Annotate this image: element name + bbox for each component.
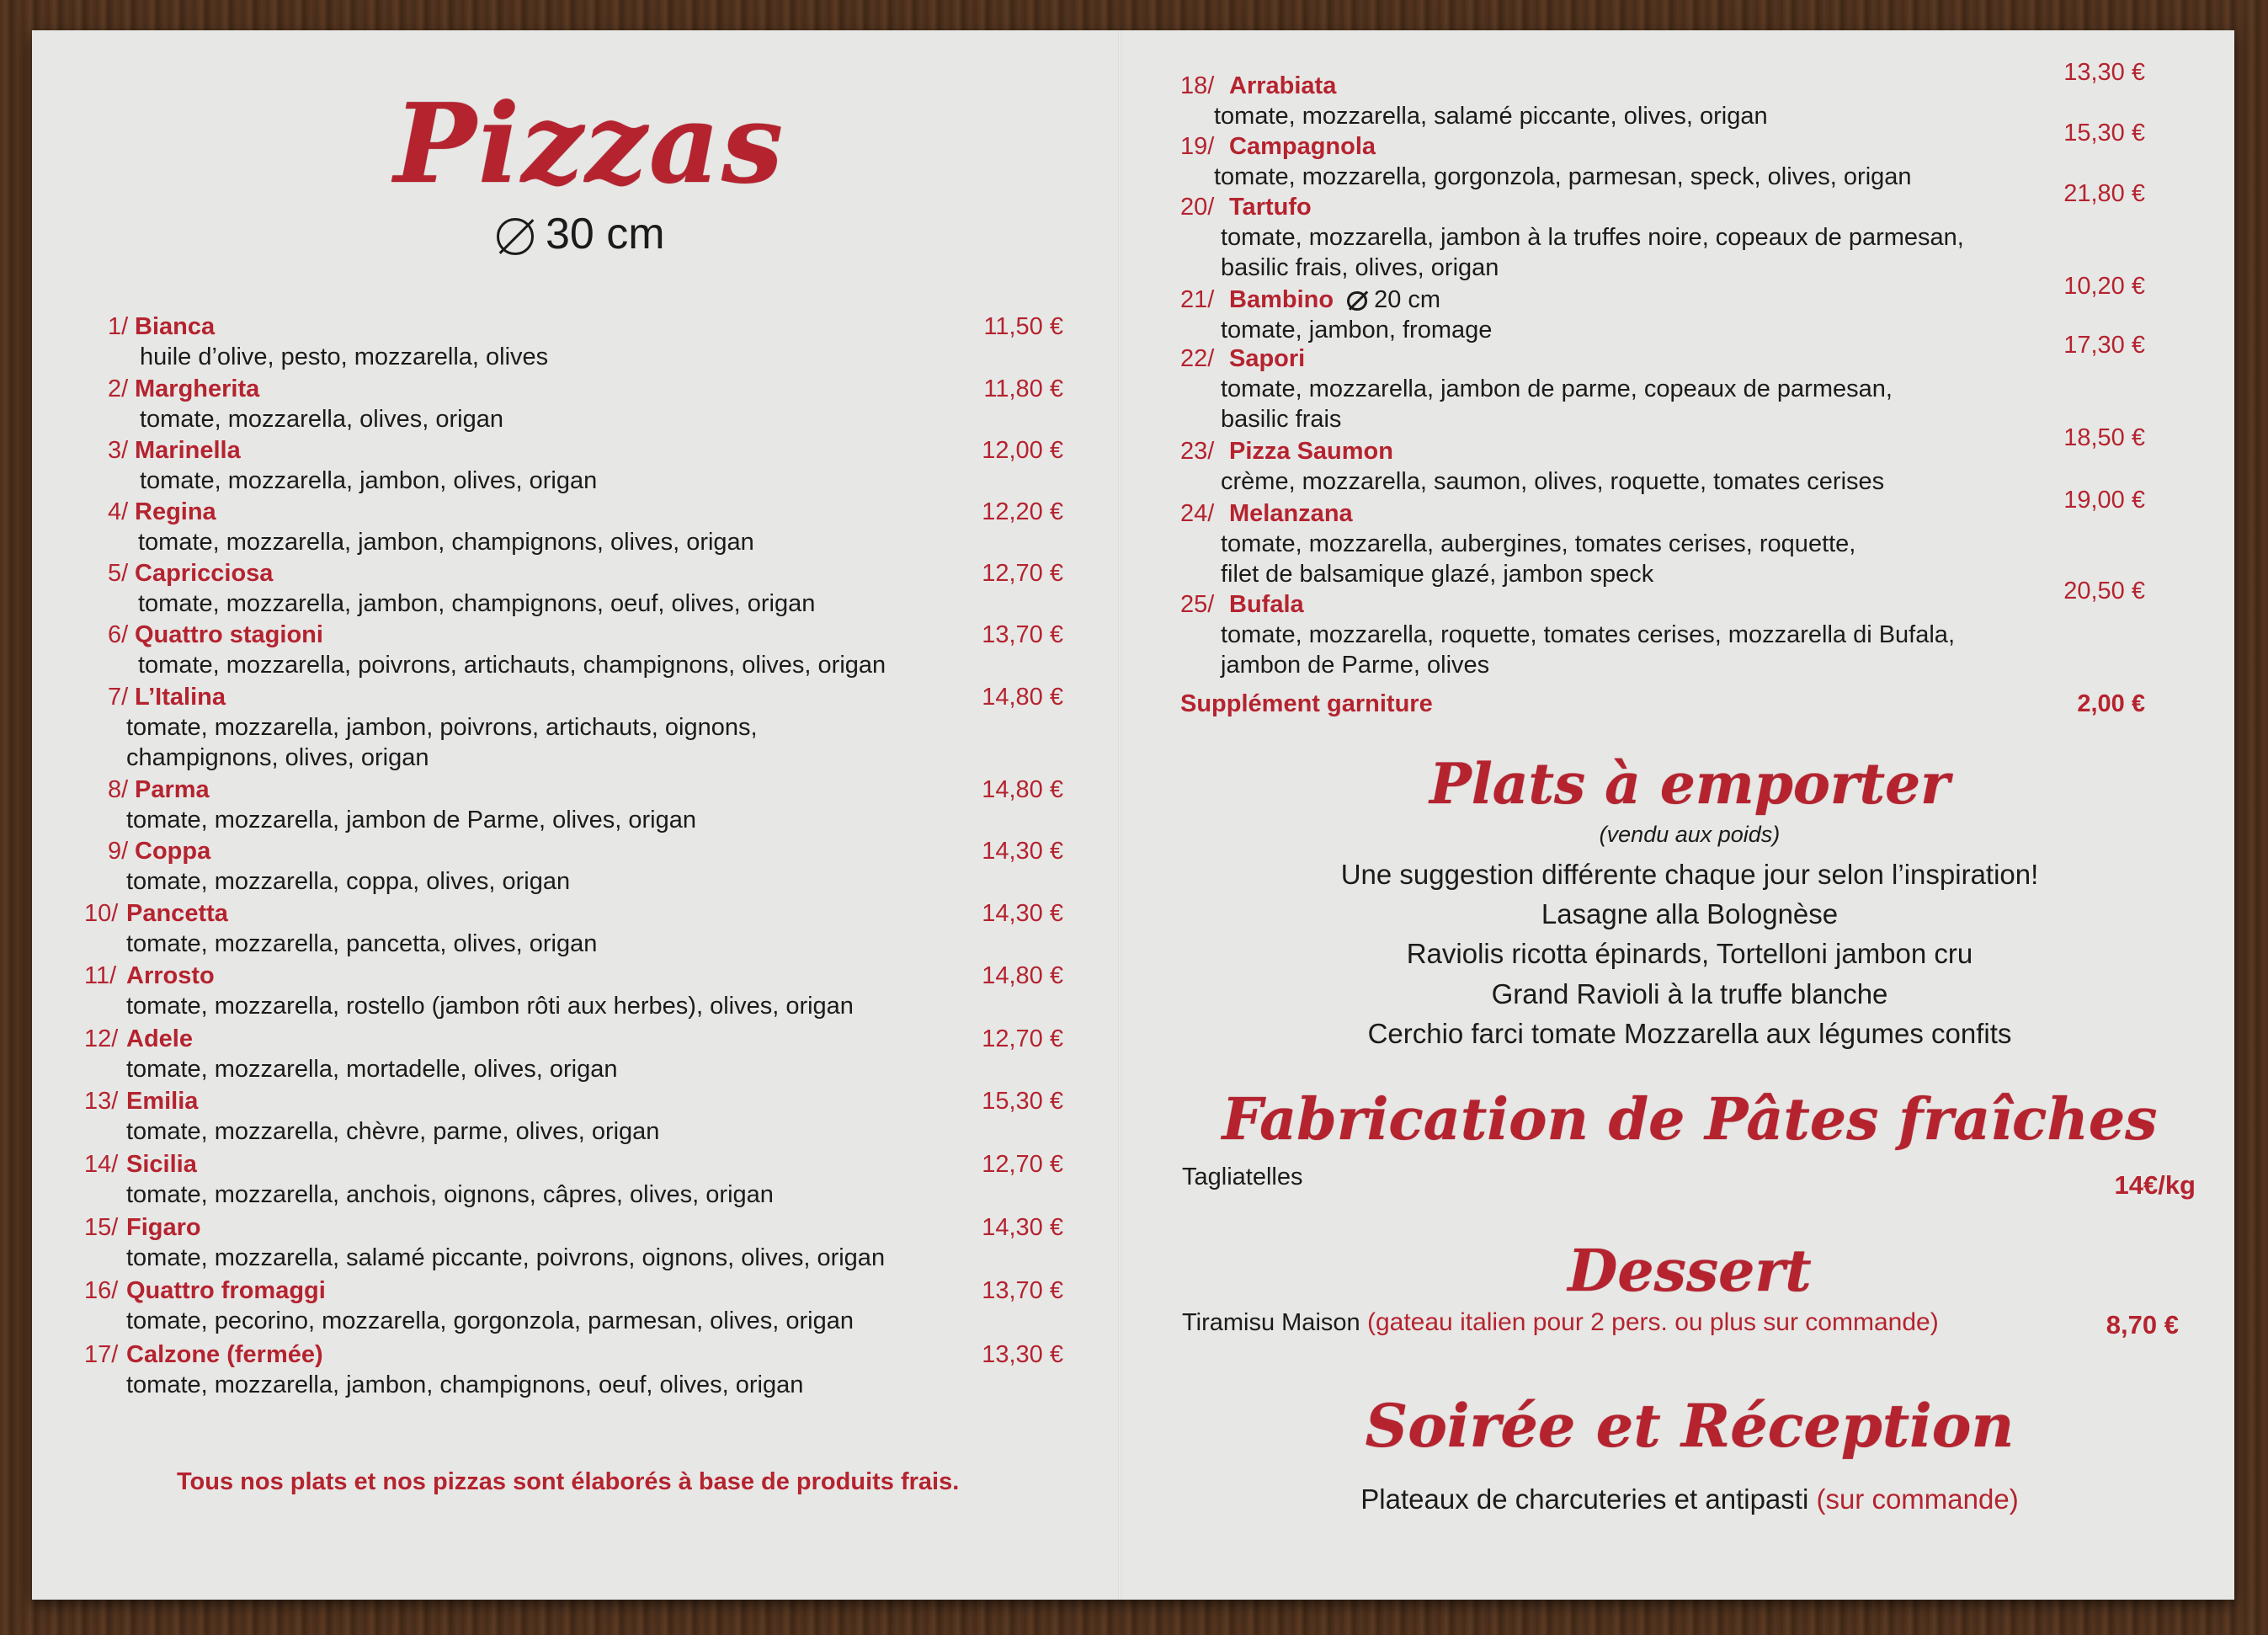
pizza-ingredients: champignons, olives, origan (126, 744, 429, 771)
pizza-name-text: Melanzana (1229, 500, 1353, 527)
pizza-ingredients: tomate, mozzarella, pancetta, olives, origan (126, 930, 598, 957)
pizza-number: 2/ (108, 375, 129, 402)
pizza-name-text: Quattro fromaggi (126, 1277, 326, 1304)
pizza-size-small (1345, 286, 1440, 313)
pizza-name (135, 560, 273, 588)
pizza-ingredients: tomate, mozzarella, gorgonzola, parmesan, speck, olives, origan (1214, 163, 1912, 190)
pizza-size-label: 30 cm (546, 210, 665, 258)
pizza-name (1229, 438, 1393, 466)
pizza-ingredients: tomate, pecorino, mozzarella, gorgonzola, parmesan, olives, origan (126, 1307, 854, 1334)
pizza-name-text: Emilia (126, 1088, 199, 1115)
pizza-name-text: Calzone (fermée) (126, 1341, 323, 1368)
pizza-ingredients: tomate, mozzarella, chèvre, parme, olives, origan (126, 1118, 660, 1145)
pizza-number: 15/ (84, 1214, 119, 1241)
pizza-price: 19,00 € (2063, 487, 2145, 514)
pizza-number: 3/ (108, 437, 129, 464)
pizza-ingredients: tomate, mozzarella, jambon de parme, copeaux de parmesan, (1221, 375, 1893, 402)
pizza-number: 12/ (84, 1025, 119, 1052)
pizza-ingredients: tomate, mozzarella, mortadelle, olives, origan (126, 1056, 618, 1083)
pizza-name (135, 437, 241, 465)
plats-line: Lasagne alla Bolognèse (1541, 898, 1839, 929)
pizza-name (135, 776, 210, 804)
pizza-ingredients: tomate, mozzarella, salamé piccante, olives, origan (1214, 103, 1768, 130)
tiramisu-label: Tiramisu Maison (1182, 1309, 1360, 1336)
pizza-size-small-label: 20 cm (1374, 286, 1441, 313)
soiree-line (1180, 1483, 2199, 1515)
pizza-price: 14,30 € (982, 900, 1063, 927)
pizza-name (126, 1341, 323, 1369)
soiree-text: Plateaux de charcuteries et antipasti (1360, 1483, 1809, 1515)
pizza-price: 13,70 € (982, 1277, 1063, 1304)
plats-subtitle: (vendu aux poids) (1599, 822, 1781, 847)
pizza-ingredients: tomate, mozzarella, anchois, oignons, câpres, olives, origan (126, 1181, 774, 1208)
pizza-price: 15,30 € (2063, 120, 2145, 146)
pizza-ingredients: tomate, mozzarella, jambon, champignons, oeuf, olives, origan (126, 1371, 804, 1398)
plats-line: Raviolis ricotta épinards, Tortelloni jambon cru (1406, 938, 1973, 969)
pizza-price: 17,30 € (2063, 332, 2145, 359)
pizza-name (1229, 591, 1304, 619)
pizza-ingredients: tomate, mozzarella, aubergines, tomates cerises, roquette, (1221, 530, 1856, 557)
pizza-price: 12,70 € (982, 560, 1063, 587)
pizza-name (126, 1277, 326, 1305)
pizza-name (1229, 500, 1353, 528)
pizza-name-text: Marinella (135, 437, 241, 464)
pizza-name-text: Margherita (135, 375, 260, 402)
pizza-number: 7/ (108, 684, 129, 711)
diameter-icon (493, 215, 537, 258)
pizza-number: 10/ (84, 900, 119, 927)
tiramisu-price: 8,70 € (2106, 1310, 2179, 1339)
pizza-number: 18/ (1180, 72, 1215, 99)
pizza-number: 25/ (1180, 591, 1215, 618)
card-fold (1118, 30, 1121, 1600)
pizza-name (1229, 133, 1376, 161)
pizza-price: 15,30 € (982, 1088, 1063, 1115)
pizza-ingredients: huile d’olive, pesto, mozzarella, olives (140, 344, 549, 370)
pizza-name (1229, 72, 1336, 100)
pizza-name (135, 684, 226, 711)
fresh-products-note: Tous nos plats et nos pizzas sont élaborés à base de produits frais. (177, 1468, 960, 1495)
pizza-name-text: Sicilia (126, 1151, 197, 1178)
plats-title: Plats à emporter (1429, 751, 1950, 817)
pizza-ingredients: tomate, mozzarella, jambon, champignons, oeuf, olives, origan (138, 590, 816, 617)
pizza-name (126, 1088, 198, 1116)
pizza-ingredients: tomate, mozzarella, jambon, olives, origan (140, 467, 598, 494)
pizza-number: 1/ (108, 313, 129, 340)
pizza-price: 13,30 € (982, 1341, 1063, 1368)
pizza-number: 24/ (1180, 500, 1215, 527)
pizza-number: 20/ (1180, 194, 1215, 221)
pizza-price: 12,00 € (982, 437, 1063, 464)
pizza-number: 14/ (84, 1151, 119, 1178)
pizza-ingredients: tomate, mozzarella, jambon à la truffes noire, copeaux de parmesan, (1221, 224, 1964, 251)
pizza-size (493, 209, 665, 259)
pizza-ingredients: tomate, mozzarella, olives, origan (140, 406, 503, 433)
pizza-ingredients: filet de balsamique glazé, jambon speck (1221, 561, 1654, 588)
pizza-name (135, 498, 216, 526)
pizza-number: 19/ (1180, 133, 1215, 160)
pizza-price: 12,70 € (982, 1151, 1063, 1178)
pizza-name (135, 621, 323, 649)
pizza-ingredients: tomate, mozzarella, poivrons, artichauts, champignons, olives, origan (138, 652, 886, 679)
pizza-number: 11/ (84, 962, 117, 989)
pizza-name-text: L’Italina (135, 684, 226, 711)
pizza-price: 14,30 € (982, 838, 1063, 865)
pizza-name-text: Bianca (135, 313, 216, 340)
pizza-ingredients: basilic frais (1221, 406, 1342, 433)
pizza-ingredients: tomate, mozzarella, jambon de Parme, olives, origan (126, 807, 696, 833)
pizza-number: 4/ (108, 498, 129, 525)
pizza-number: 16/ (84, 1277, 119, 1304)
pizza-ingredients: tomate, mozzarella, jambon, champignons, olives, origan (138, 529, 754, 556)
pizza-number: 21/ (1180, 286, 1215, 313)
pizza-name-text: Bufala (1229, 591, 1304, 618)
pizza-name (135, 375, 259, 403)
soiree-title: Soirée et Réception (1365, 1391, 2015, 1461)
pizza-number: 9/ (108, 838, 129, 865)
plats-line: Grand Ravioli à la truffe blanche (1491, 978, 1888, 1009)
pizza-name-text: Quattro stagioni (135, 621, 323, 648)
diameter-icon (1345, 289, 1369, 312)
pizza-name (1229, 286, 1440, 314)
supplement-price: 2,00 € (2077, 690, 2145, 717)
pizza-name-text: Campagnola (1229, 133, 1376, 160)
pizza-name (135, 838, 210, 865)
pizza-price: 20,50 € (2063, 578, 2145, 604)
pizza-ingredients: crème, mozzarella, saumon, olives, roquette, tomates cerises (1221, 468, 1885, 495)
fabrication-title: Fabrication de Pâtes fraîches (1222, 1086, 2158, 1153)
pizza-name-text: Regina (135, 498, 216, 525)
pizza-ingredients: tomate, mozzarella, coppa, olives, origan (126, 868, 571, 895)
pizza-name-text: Adele (126, 1025, 193, 1052)
pizza-number: 17/ (84, 1341, 119, 1368)
pizza-ingredients: basilic frais, olives, origan (1221, 254, 1499, 281)
pizza-price: 14,30 € (982, 1214, 1063, 1241)
pizza-price: 12,70 € (982, 1025, 1063, 1052)
pizza-name (126, 1214, 201, 1242)
pizza-price: 14,80 € (982, 776, 1063, 803)
pizza-name-text: Capricciosa (135, 560, 274, 587)
pizza-name-text: Pizza Saumon (1229, 438, 1393, 465)
pizza-price: 11,80 € (983, 375, 1063, 402)
pizza-price: 12,20 € (982, 498, 1063, 525)
pizza-name-text: Figaro (126, 1214, 201, 1241)
pizza-price: 10,20 € (2063, 273, 2145, 300)
pizza-name-text: Coppa (135, 838, 211, 865)
dessert-line (1182, 1308, 1939, 1337)
supplement-label: Supplément garniture (1180, 690, 1433, 717)
pizzas-title: Pizzas (394, 79, 785, 208)
plats-line: Cerchio farci tomate Mozzarella aux légumes confits (1367, 1018, 2012, 1049)
dessert-title: Dessert (1568, 1238, 1812, 1305)
pizza-number: 22/ (1180, 345, 1215, 372)
pizza-price: 18,50 € (2063, 424, 2145, 451)
pizza-number: 23/ (1180, 438, 1215, 465)
pizza-name (1229, 345, 1305, 373)
menu-card (32, 30, 2234, 1600)
tagliatelles-price: 14€/kg (2114, 1170, 2196, 1200)
pizza-name (1229, 194, 1312, 221)
pizza-name (126, 900, 228, 928)
pizza-number: 8/ (108, 776, 129, 803)
pizza-price: 21,80 € (2063, 180, 2145, 207)
pizza-name (126, 1151, 197, 1179)
pizza-number: 6/ (108, 621, 129, 648)
tiramisu-note: (gateau italien pour 2 pers. ou plus sur commande) (1366, 1308, 1939, 1336)
pizza-name (126, 1025, 193, 1053)
pizza-price: 11,50 € (983, 313, 1063, 340)
pizza-name-text: Arrosto (126, 962, 215, 989)
pizza-name-text: Arrabiata (1229, 72, 1337, 99)
pizza-price: 13,30 € (2063, 59, 2145, 86)
pizza-name-text: Tartufo (1229, 194, 1312, 221)
pizza-ingredients: tomate, mozzarella, rostello (jambon rôti aux herbes), olives, origan (126, 993, 854, 1020)
soiree-note: (sur commande) (1816, 1483, 2019, 1515)
pizza-name (126, 962, 215, 990)
pizza-name-text: Bambino (1229, 286, 1334, 313)
pizza-price: 14,80 € (982, 684, 1063, 711)
pizza-price: 13,70 € (982, 621, 1063, 648)
tagliatelles-label: Tagliatelles (1182, 1164, 1303, 1190)
pizza-name-text: Parma (135, 776, 210, 803)
pizza-price: 14,80 € (982, 962, 1063, 989)
pizza-ingredients: tomate, mozzarella, roquette, tomates cerises, mozzarella di Bufala, (1221, 621, 1955, 648)
pizza-name-text: Pancetta (126, 900, 228, 927)
pizza-number: 13/ (84, 1088, 119, 1115)
pizza-ingredients: tomate, mozzarella, salamé piccante, poivrons, oignons, olives, origan (126, 1244, 886, 1271)
pizza-ingredients: jambon de Parme, olives (1221, 652, 1490, 679)
pizza-ingredients: tomate, mozzarella, jambon, poivrons, artichauts, oignons, (126, 714, 758, 741)
pizza-name (135, 313, 215, 341)
pizza-name-text: Sapori (1229, 345, 1306, 372)
plats-line: Une suggestion différente chaque jour selon l’inspiration! (1340, 859, 2039, 890)
pizza-ingredients: tomate, jambon, fromage (1221, 317, 1493, 344)
pizza-number: 5/ (108, 560, 129, 587)
